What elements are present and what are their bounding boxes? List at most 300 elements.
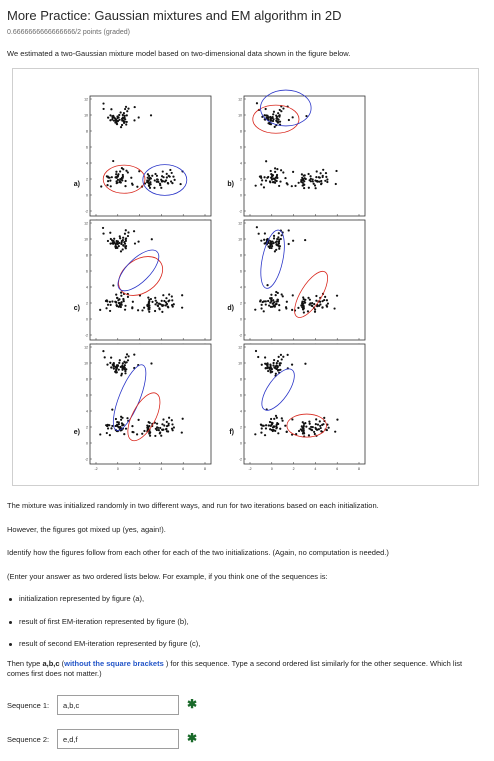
sequence-2-label: Sequence 2: [7,735,50,744]
data-point [266,177,268,179]
y-tick-label: 4 [86,285,88,290]
data-point [171,423,173,425]
data-point [121,124,123,126]
data-point [257,356,259,358]
data-point [123,241,125,243]
y-tick-label: 6 [86,393,88,398]
data-point [275,294,277,296]
data-point [123,300,125,302]
data-point [276,177,278,179]
data-point [181,307,183,309]
data-point [110,185,112,187]
data-point [278,185,280,187]
data-point [302,308,304,310]
data-point [121,364,123,366]
data-point [314,184,316,186]
y-tick-label: 10 [84,361,88,366]
data-point [107,180,109,182]
data-point [132,301,134,303]
data-point [269,240,271,242]
data-point [286,431,288,433]
data-point [115,371,117,373]
data-point [162,180,164,182]
data-point [121,119,123,121]
data-point [121,373,123,375]
data-point [132,184,134,186]
data-point [126,121,128,123]
data-point [278,241,280,243]
data-point [273,237,275,239]
data-point [269,301,271,303]
data-point [271,423,273,425]
panel-label: f) [229,429,234,436]
scatter-plot-e [74,344,211,471]
data-point [181,294,183,296]
data-point [264,434,266,436]
data-point [119,426,121,428]
data-point [125,106,127,108]
data-point [172,305,174,307]
data-point [168,423,170,425]
data-point [151,238,153,240]
data-point [281,420,283,422]
y-tick-label: 8 [86,129,88,134]
data-point [123,433,125,435]
data-point [121,240,123,242]
scatter-plot-c [74,220,211,347]
data-point [288,243,290,245]
data-point [115,120,117,122]
data-point [314,179,316,181]
data-point [160,435,162,437]
y-tick-label: 12 [238,97,242,102]
data-point [335,183,337,185]
y-tick-label: 6 [240,393,242,398]
y-tick-label: 2 [240,177,242,182]
data-point [313,303,315,305]
data-point [116,182,118,184]
y-tick-label: 0 [240,441,242,446]
data-point [302,296,304,298]
data-point [148,185,150,187]
data-point [336,419,338,421]
data-point [273,301,275,303]
data-point [122,362,124,364]
data-point [267,370,269,372]
data-point [315,187,317,189]
data-point [328,427,330,429]
data-point [274,167,276,169]
data-point [292,240,294,242]
data-point [270,294,272,296]
data-point [143,430,145,432]
data-point [168,417,170,419]
data-point [116,424,118,426]
data-point [124,362,126,364]
data-point [275,291,277,293]
y-tick-label: 8 [240,129,242,134]
x-tick-label: 6 [336,467,339,471]
scatter-plot-b [227,90,365,223]
data-point [149,187,151,189]
data-point [267,116,269,118]
y-tick-label: 4 [86,409,88,414]
plot-frame [244,220,365,340]
data-point [272,113,274,115]
data-point [276,180,278,182]
data-point [131,307,133,309]
data-point [122,177,124,179]
data-point [136,186,138,188]
data-point [125,247,127,249]
data-point [125,238,127,240]
data-point [147,297,149,299]
data-point [281,417,283,419]
data-point [159,308,161,310]
data-point [147,177,149,179]
data-point [269,421,271,423]
data-point [99,309,101,311]
bullet-dot-icon [9,621,12,624]
data-point [150,114,152,116]
data-point [167,182,169,184]
data-point [320,183,322,185]
data-point [134,242,136,244]
data-point [161,429,163,431]
data-point [292,171,294,173]
data-point [157,305,159,307]
data-point [278,232,280,234]
data-point [116,115,118,117]
intro-text: We estimated a two-Gaussian mixture model based on two-dimensional data shown in the figure below. [7,49,351,58]
figure-plots [13,69,478,485]
data-point [133,230,135,232]
data-point [304,239,306,241]
data-point [110,366,112,368]
data-point [278,309,280,311]
data-point [317,424,319,426]
plot-frame [90,220,211,340]
data-point [279,180,281,182]
data-point [118,369,120,371]
y-tick-label: -2 [238,209,242,214]
data-point [287,354,289,356]
data-point [171,419,173,421]
data-point [121,167,123,169]
data-point [162,418,164,420]
data-point [155,428,157,430]
data-point [325,176,327,178]
sequence-2-input[interactable] [57,729,179,749]
data-point [151,175,153,177]
data-point [154,179,156,181]
y-tick-label: 12 [84,97,88,102]
data-point [120,250,122,252]
data-point [294,185,296,187]
data-point [323,417,325,419]
data-point [158,429,160,431]
data-point [297,307,299,309]
y-tick-label: 10 [84,113,88,118]
data-point [272,178,274,180]
data-point [260,240,262,242]
x-tick-label: -2 [94,467,98,471]
data-point [265,303,267,305]
score-text: 0.6666666666666666/2 points (graded) [7,29,130,36]
panel-label: d) [227,305,234,312]
x-tick-label: 4 [314,467,317,471]
data-point [319,425,321,427]
data-point [308,421,310,423]
data-point [263,425,265,427]
data-point [120,416,122,418]
data-point [335,170,337,172]
data-point [119,178,121,180]
data-point [278,304,280,306]
data-point [102,350,104,352]
data-point [119,359,121,361]
data-point [303,187,305,189]
data-point [273,111,275,113]
data-point [109,362,111,364]
data-point [313,183,315,185]
data-point [266,239,268,241]
data-point [288,119,290,121]
x-tick-label: 0 [270,467,273,471]
data-point [282,107,284,109]
paragraph-3: Identify how the figures follow from each other for each of the two initializations. (Again, no computation is needed.) [7,548,389,557]
data-point [115,171,117,173]
data-point [291,364,293,366]
data-point [276,118,278,120]
data-point [274,182,276,184]
data-point [324,296,326,298]
data-point [117,364,119,366]
data-point [301,425,303,427]
data-point [111,239,113,241]
data-point [336,295,338,297]
y-tick-label: 2 [86,301,88,306]
data-point [154,173,156,175]
data-point [156,175,158,177]
data-point [313,431,315,433]
data-point [165,428,167,430]
data-point [107,304,109,306]
data-point [118,362,120,364]
data-point [173,426,175,428]
data-point [108,424,110,426]
data-point [109,114,111,116]
data-point [122,248,124,250]
y-tick-label: 4 [240,285,242,290]
data-point [116,123,118,125]
data-point [161,300,163,302]
data-point [138,116,140,118]
data-point [160,187,162,189]
data-point [165,297,167,299]
y-tick-label: 0 [86,317,88,322]
data-point [320,180,322,182]
data-point [130,177,132,179]
data-point [268,304,270,306]
data-point [278,248,280,250]
data-point [117,120,119,122]
data-point [125,356,127,358]
data-point [119,235,121,237]
data-point [301,300,303,302]
sequence-1-input[interactable] [57,695,179,715]
y-tick-label: 12 [84,221,88,226]
data-point [311,305,313,307]
data-point [277,300,279,302]
data-point [302,432,304,434]
data-point [322,175,324,177]
sequence-1-label: Sequence 1: [7,701,50,710]
data-point [118,114,120,116]
data-point [109,232,111,234]
data-point [271,240,273,242]
data-point [272,299,274,301]
data-point [121,304,123,306]
data-point [120,301,122,303]
data-point [121,179,123,181]
list-item: initialization represented by figure (a), [9,594,144,603]
data-point [151,301,153,303]
data-point [174,179,176,181]
data-point [305,426,307,428]
data-point [109,310,111,312]
data-point [277,365,279,367]
data-point [109,243,111,245]
data-point [291,309,293,311]
data-point [303,300,305,302]
y-tick-label: 4 [240,409,242,414]
data-point [301,306,303,308]
data-point [276,362,278,364]
data-point [120,111,122,113]
data-point [273,418,275,420]
data-point [106,184,108,186]
data-point [270,306,272,308]
data-point [263,300,265,302]
data-point [273,235,275,237]
data-point [106,175,108,177]
data-point [150,362,152,364]
data-point [131,425,133,427]
data-point [255,350,257,352]
data-point [269,370,271,372]
data-point [255,185,257,187]
data-point [126,353,128,355]
data-point [318,428,320,430]
data-point [114,301,116,303]
data-point [171,295,173,297]
y-tick-label: 4 [86,161,88,166]
data-point [162,170,164,172]
y-tick-label: 10 [84,237,88,242]
data-point [284,425,286,427]
data-point [153,187,155,189]
data-point [315,295,317,297]
data-point [120,306,122,308]
x-tick-label: 4 [160,467,163,471]
data-point [147,305,149,307]
data-point [126,114,128,116]
data-point [117,175,119,177]
data-point [121,367,123,369]
data-point [161,311,163,313]
data-point [281,358,283,360]
data-point [150,183,152,185]
data-point [322,423,324,425]
data-point [172,176,174,178]
data-point [120,419,122,421]
data-point [278,238,280,240]
data-point [270,173,272,175]
data-point [115,418,117,420]
data-point [165,179,167,181]
data-point [105,307,107,309]
data-point [277,432,279,434]
data-point [326,181,328,183]
data-point [148,433,150,435]
data-point [286,183,288,185]
data-point [315,300,317,302]
data-point [124,305,126,307]
y-tick-label: 8 [86,377,88,382]
data-point [326,299,328,301]
data-point [310,426,312,428]
y-tick-label: 0 [86,193,88,198]
data-point [148,311,150,313]
panel-label: b) [227,181,234,188]
data-point [260,183,262,185]
data-point [112,160,114,162]
data-point [319,177,321,179]
data-point [110,357,112,359]
data-point [326,305,328,307]
data-point [274,171,276,173]
data-point [263,186,265,188]
y-tick-label: 2 [86,177,88,182]
panel-label: a) [73,181,80,188]
data-point [314,308,316,310]
data-point [261,427,263,429]
data-point [137,309,139,311]
data-point [116,305,118,307]
data-point [284,177,286,179]
data-point [141,433,143,435]
data-point [124,368,126,370]
data-point [301,177,303,179]
data-point [272,364,274,366]
data-point [118,245,120,247]
data-point [166,421,168,423]
data-point [311,429,313,431]
list-item: result of first EM-iteration represented by figure (b), [9,617,189,626]
data-point [171,182,173,184]
data-point [116,297,118,299]
data-point [307,310,309,312]
data-point [266,284,268,286]
data-point [272,362,274,364]
plot-frame [90,96,211,216]
data-point [265,108,267,110]
data-point [133,354,135,356]
data-point [304,177,306,179]
data-point [168,299,170,301]
y-tick-label: 8 [240,377,242,382]
